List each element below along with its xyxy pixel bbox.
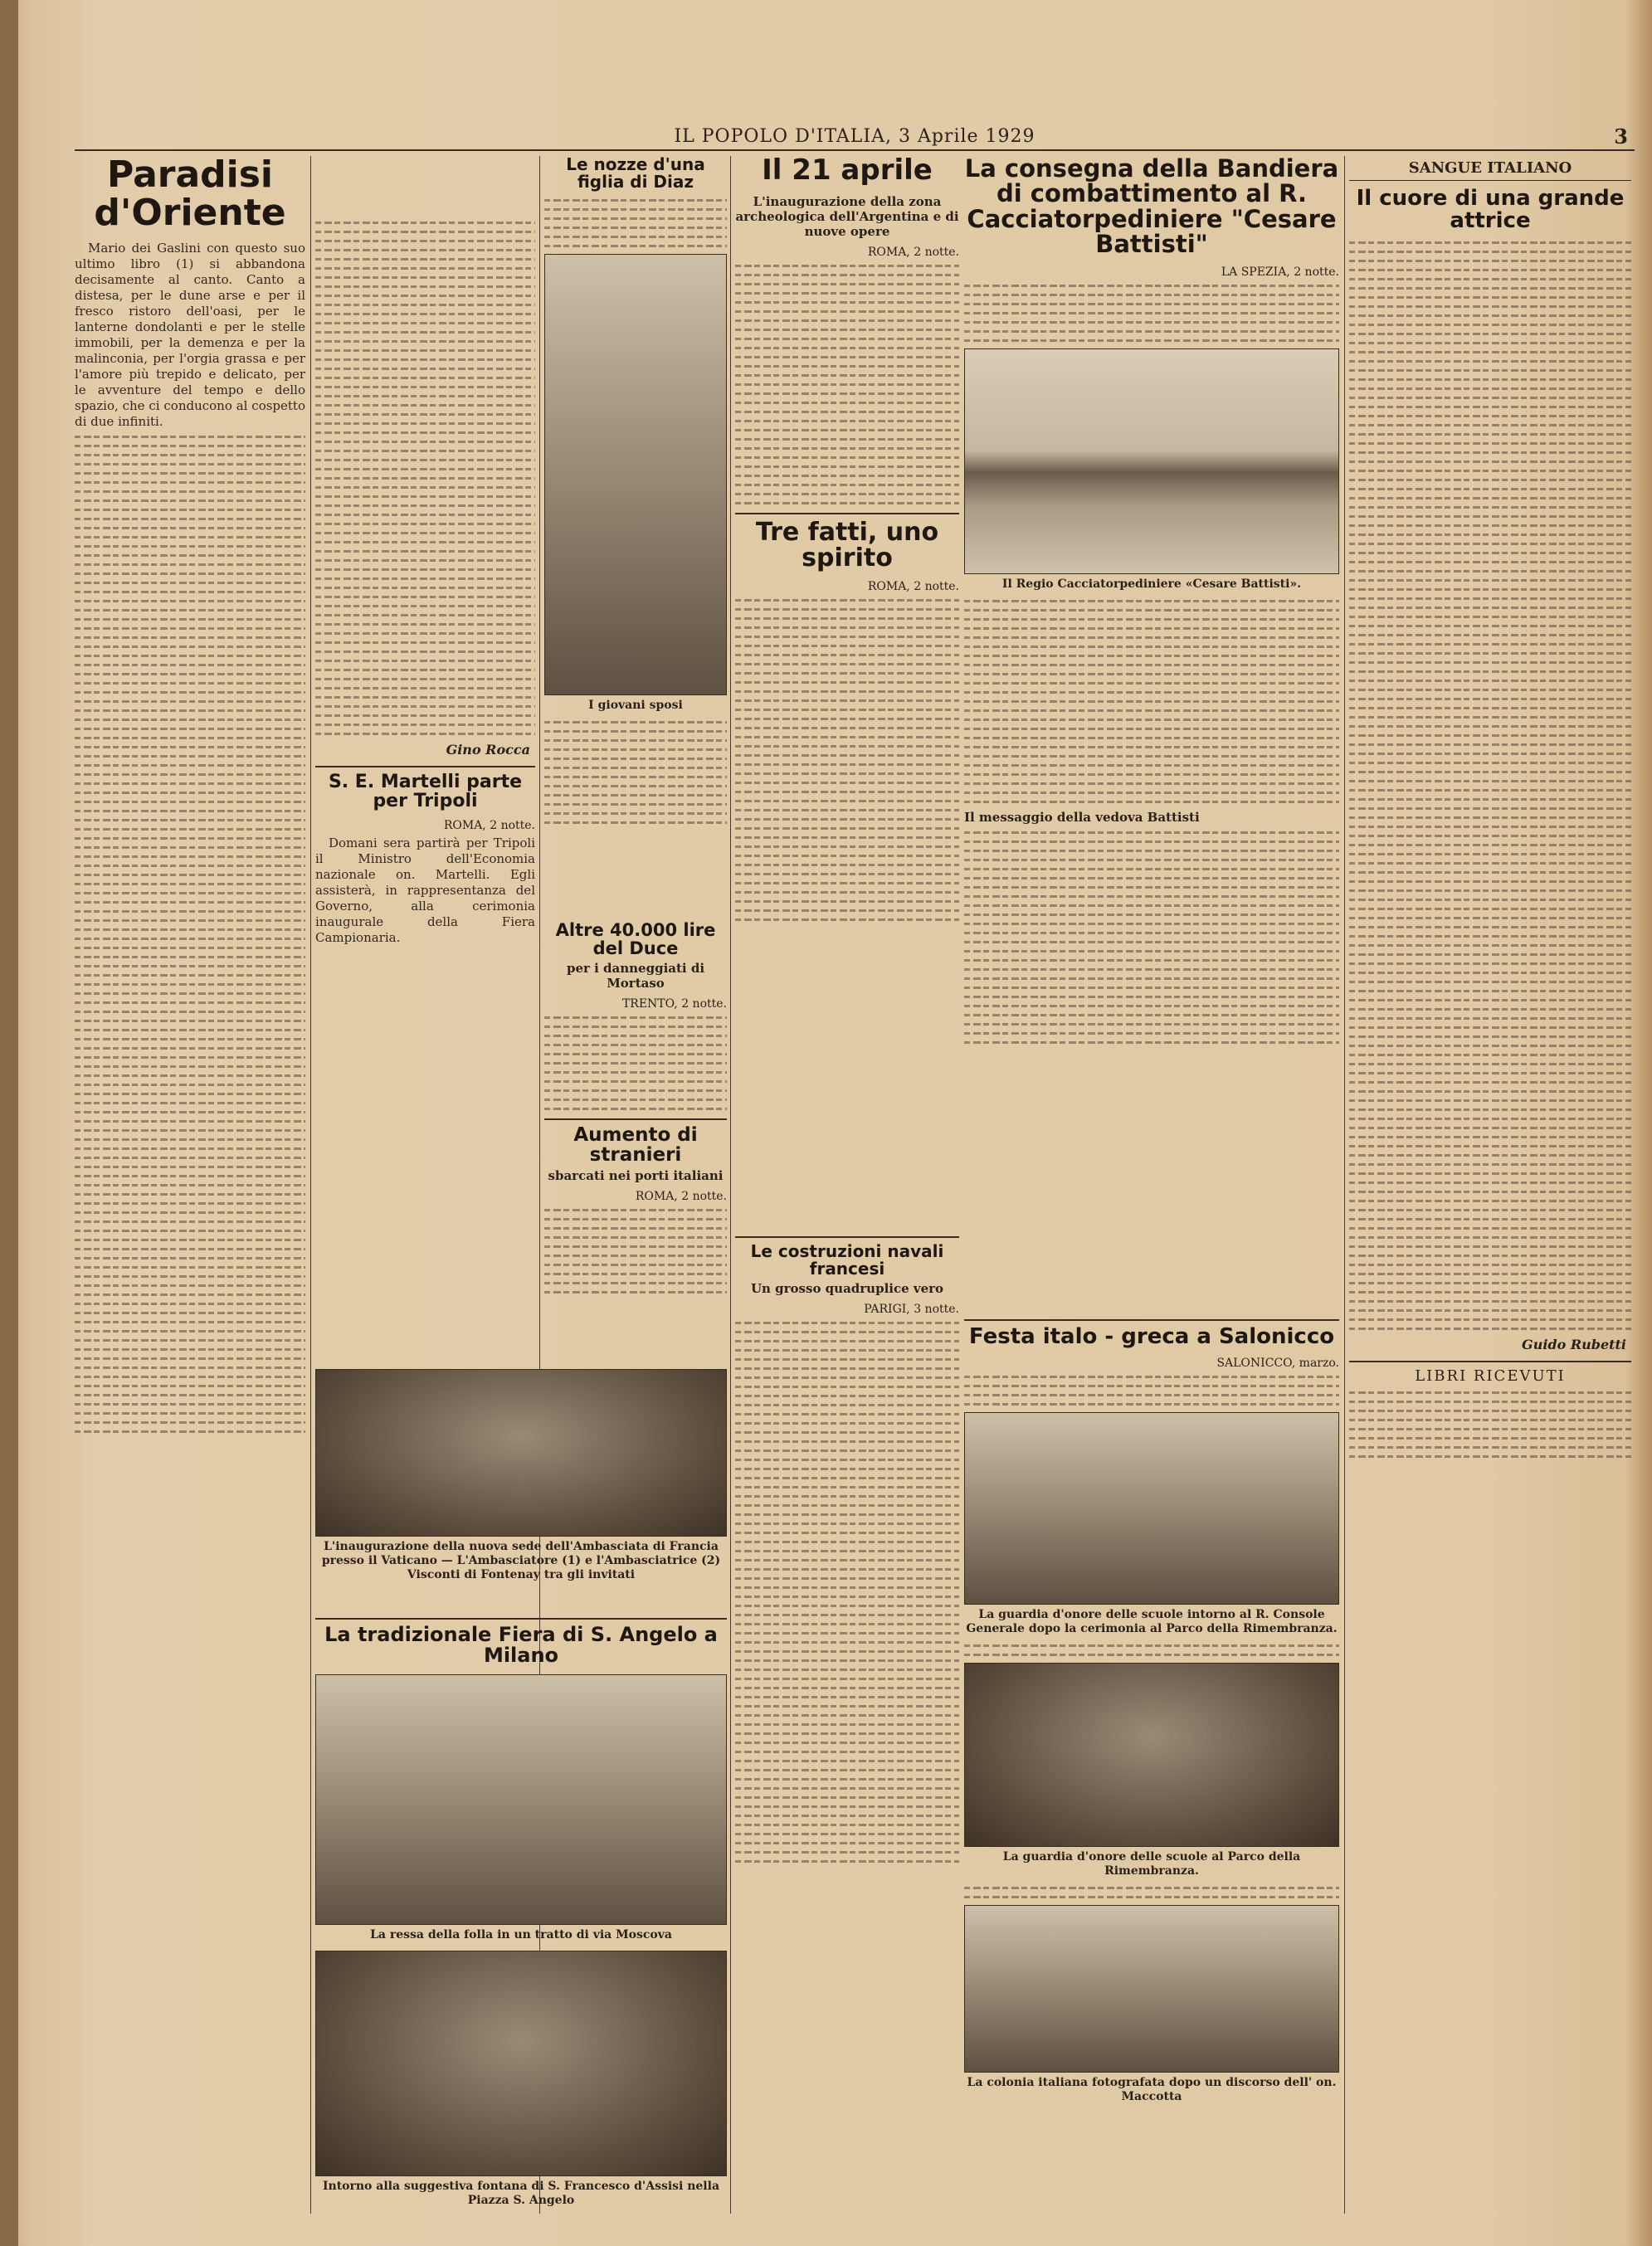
divider [735,1236,959,1238]
divider [315,1618,727,1620]
column-rule [1344,156,1345,2214]
article-bandiera [964,156,1339,1342]
photo-feature-fiera [315,1610,727,2224]
article-body-text [544,1016,727,1110]
school-guard-photo [964,1412,1339,1605]
article-body-text [315,222,535,735]
article-salonicco [964,1311,1339,2224]
column-rule [310,156,311,2214]
article-martelli: Domani sera partirà per Tripoli il Ministro dell'Economia nazionale on. Martelli. Egli assisterà, in rappresentanza del Governo, alla cerimonia inaugurale della Fiera Campionaria. [315,836,535,946]
dateline: PARIGI, 3 notte. [864,1303,959,1316]
dateline: LA SPEZIA, 2 notte. [1221,265,1339,279]
dateline: ROMA, 2 notte. [867,245,959,259]
photo-caption: L'inaugurazione della nuova sede dell'Ambasciata di Francia presso il Vaticano — L'Ambasciatore (1) e l'Ambasciatrice (2) Visconti di Fontenay tra gli invitati [321,1540,721,1581]
embassy-photo [315,1369,727,1537]
article-body-text [964,600,1339,803]
signature-rocca: Gino Rocca [446,742,530,758]
subheadline: sbarcati nei porti italiani [548,1168,724,1184]
park-guard-photo [964,1663,1339,1847]
divider [315,766,535,767]
photo-caption: I giovani sposi [588,699,683,712]
divider [544,1118,727,1120]
article-body-text [544,1209,727,1294]
headline-paradisi: Paradisi d'Oriente [94,156,286,235]
headline-tre-fatti: Tre fatti, uno spirito [755,517,939,573]
article-sangue-italiano [1349,156,1631,2214]
dateline: ROMA, 2 notte. [867,579,959,593]
subheadline: per i danneggiati di Mortaso [566,961,705,991]
fountain-photo [315,1951,727,2176]
colony-photo [964,1905,1339,2073]
dateline: TRENTO, 2 notte. [621,997,727,1011]
dateline: SALONICCO, marzo. [1216,1357,1339,1371]
article-brevi [544,921,727,1402]
headline-bandiera: La consegna della Bandiera di combattimento al R. Cacciatorpediniere "Cesare Battisti" [964,156,1339,259]
subheadline: L'inaugurazione della zona archeologica dell'Argentina e di nuove opere [735,193,959,239]
article-body-text [964,1644,1339,1656]
headline-21-aprile: Il 21 aprile [762,156,933,187]
headline-salonicco: Festa italo - greca a Salonicco [968,1324,1335,1349]
headline-fiera: La tradizionale Fiera di S. Angelo a Milano [324,1623,718,1668]
headline-aumento: Aumento di stranieri [573,1124,698,1167]
headline-altre-lire: Altre 40.000 lire del Duce [555,921,716,959]
section-libri-ricevuti: LIBRI RICEVUTI [1415,1367,1566,1385]
headline-nozze: Le nozze d'una figlia di Diaz [566,156,705,192]
destroyer-photo [964,348,1339,574]
photo-caption: La guardia d'onore delle scuole al Parco della Rimembranza. [1002,1850,1301,1878]
article-body-text [735,265,959,504]
headline-navali: Le costruzioni navali francesi [750,1241,944,1279]
article-21-aprile [735,156,959,1218]
subheadline: Un grosso quadruplice vero [750,1281,944,1296]
article-body-text [544,721,727,824]
book-list-text [1349,1391,1631,1458]
column-rule [730,156,731,2214]
article-body-text [75,436,305,1433]
signature-rubetti: Guido Rubetti [1522,1336,1626,1352]
dateline: ROMA, 2 notte. [443,819,535,833]
photo-caption: La colonia italiana fotografata dopo un discorso dell' on. Maccotta [967,2076,1337,2104]
article-body-text [964,1376,1339,1406]
article-body-text [1349,241,1631,1330]
divider [1349,1361,1631,1362]
article-body-text [964,285,1339,342]
headline-grande-attrice: Il cuore di una grande attrice [1356,186,1625,234]
article-paradisi [75,156,305,2214]
divider [964,1319,1339,1321]
wedding-photo [544,254,727,695]
masthead-title: IL POPOLO D'ITALIA, 3 Aprile 1929 [674,126,1036,147]
photo-caption: La ressa della folla in un tratto di via Moscova [370,1928,672,1942]
subheadline-vedova: Il messaggio della vedova Battisti [964,809,1200,825]
photo-caption: Intorno alla suggestiva fontana di S. Francesco d'Assisi nella Piazza S. Angelo [322,2180,720,2208]
article-body-text [964,831,1339,1044]
article-paradisi-continued [315,216,535,1336]
article-body-text [735,599,959,921]
kicker: SANGUE ITALIANO [1349,159,1631,181]
fair-crowd-photo [315,1674,727,1925]
headline-martelli: S. E. Martelli parte per Tripoli [328,772,523,812]
photo-caption: La guardia d'onore delle scuole intorno al R. Console Generale dopo la cerimonia al Parco della Rimembranza. [966,1608,1338,1636]
page-number: 3 [1614,124,1628,149]
article-lead: Mario dei Gaslini con questo suo ultimo libro (1) si abbandona decisamente al canto. Canto a distesa, per le dune arse e per il fresco ristoro dell'oasi, per le lanterne dondolanti e per le stelle immobili, per la demenza e per la malinconia, per l'orgia grassa e per l'amore più trepido e delicato, per le avventure del tempo e dello spazio, che ci conducono al cospetto di due infiniti. [75,241,305,430]
newspaper-page [75,124,1635,2224]
article-body-text [544,199,727,247]
dateline: ROMA, 2 notte. [635,1190,727,1204]
divider [735,513,959,514]
article-body-text [735,1322,959,1863]
article-navali [735,1228,959,2215]
photo-block-ambasciata [315,1369,727,1593]
masthead [75,124,1635,151]
article-body-text [964,1887,1339,1898]
binding-edge [0,0,18,2246]
photo-caption: Il Regio Cacciatorpediniere «Cesare Battisti». [1001,577,1302,591]
